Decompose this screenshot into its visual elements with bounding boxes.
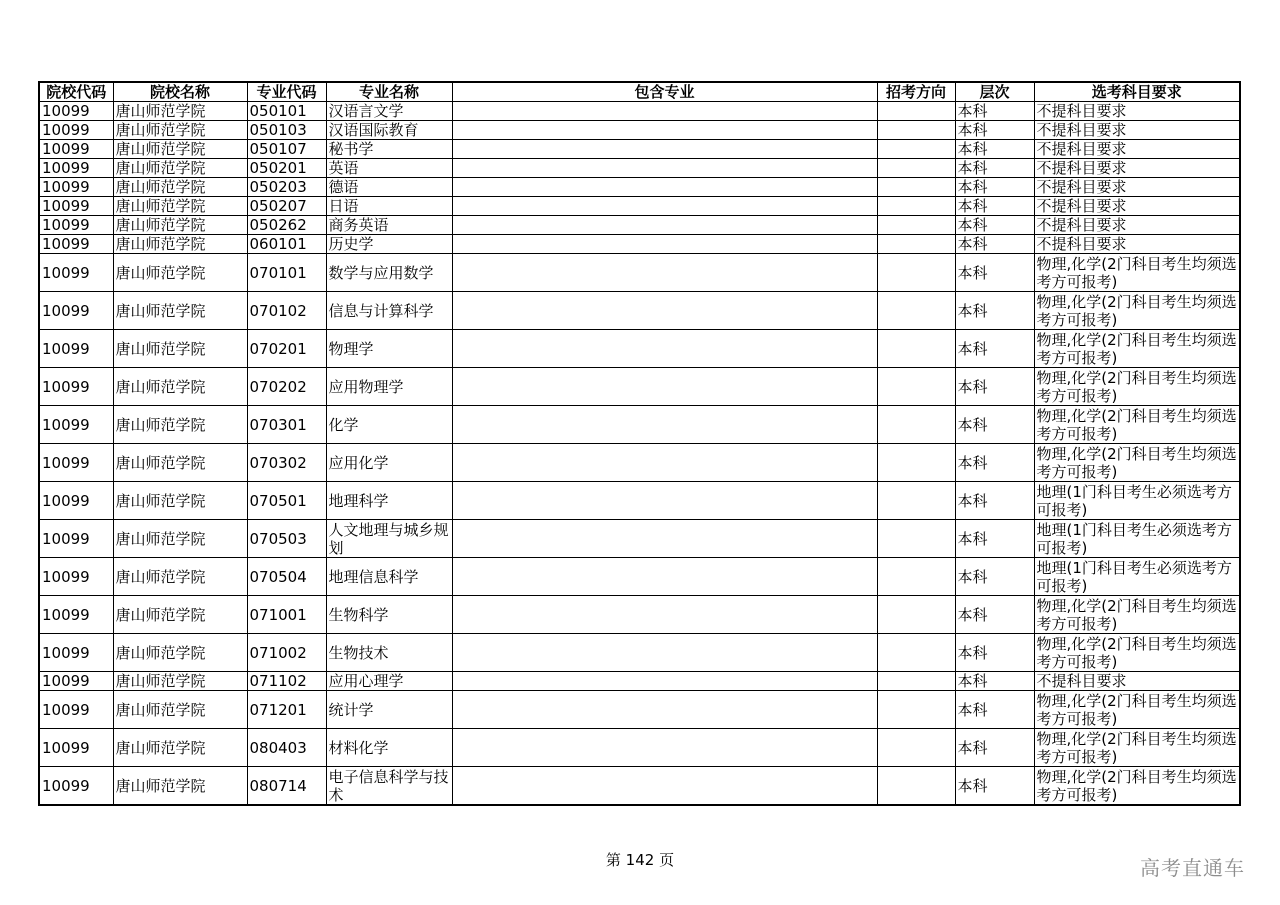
cell-major-name: 英语 <box>326 159 452 178</box>
cell-school-code: 10099 <box>39 159 113 178</box>
cell-major-code: 080403 <box>247 729 326 767</box>
cell-major-code: 070503 <box>247 520 326 558</box>
table-row <box>39 254 1240 292</box>
cell-major-code: 070504 <box>247 558 326 596</box>
cell-school-name: 唐山师范学院 <box>113 254 247 292</box>
cell-direction <box>877 216 955 235</box>
cell-level: 本科 <box>955 406 1034 444</box>
cell-requirement: 不提科目要求 <box>1034 102 1240 121</box>
cell-requirement: 不提科目要求 <box>1034 121 1240 140</box>
admissions-table <box>38 81 1241 806</box>
cell-includes <box>452 178 877 197</box>
cell-school-name: 唐山师范学院 <box>113 121 247 140</box>
cell-school-code: 10099 <box>39 558 113 596</box>
cell-major-name: 生物科学 <box>326 596 452 634</box>
cell-major-name: 应用心理学 <box>326 672 452 691</box>
cell-requirement: 物理,化学(2门科目考生均须选考方可报考) <box>1034 596 1240 634</box>
table-row <box>39 596 1240 634</box>
cell-requirement: 物理,化学(2门科目考生均须选考方可报考) <box>1034 368 1240 406</box>
cell-level: 本科 <box>955 235 1034 254</box>
table-row <box>39 444 1240 482</box>
cell-includes <box>452 102 877 121</box>
cell-major-name: 地理科学 <box>326 482 452 520</box>
cell-requirement: 地理(1门科目考生必须选考方可报考) <box>1034 558 1240 596</box>
cell-direction <box>877 235 955 254</box>
cell-major-code: 050103 <box>247 121 326 140</box>
cell-direction <box>877 330 955 368</box>
cell-direction <box>877 634 955 672</box>
cell-school-name: 唐山师范学院 <box>113 406 247 444</box>
cell-school-name: 唐山师范学院 <box>113 178 247 197</box>
table-row <box>39 672 1240 691</box>
cell-includes <box>452 254 877 292</box>
cell-major-code: 071201 <box>247 691 326 729</box>
cell-direction <box>877 140 955 159</box>
cell-includes <box>452 140 877 159</box>
cell-includes <box>452 121 877 140</box>
cell-includes <box>452 482 877 520</box>
cell-major-name: 材料化学 <box>326 729 452 767</box>
cell-requirement: 物理,化学(2门科目考生均须选考方可报考) <box>1034 634 1240 672</box>
cell-major-code: 070202 <box>247 368 326 406</box>
cell-major-code: 070302 <box>247 444 326 482</box>
table-row <box>39 102 1240 121</box>
cell-school-code: 10099 <box>39 406 113 444</box>
cell-direction <box>877 121 955 140</box>
cell-level: 本科 <box>955 767 1034 806</box>
table-row <box>39 368 1240 406</box>
cell-requirement: 物理,化学(2门科目考生均须选考方可报考) <box>1034 254 1240 292</box>
cell-school-name: 唐山师范学院 <box>113 102 247 121</box>
cell-direction <box>877 102 955 121</box>
cell-level: 本科 <box>955 520 1034 558</box>
cell-major-name: 地理信息科学 <box>326 558 452 596</box>
cell-includes <box>452 235 877 254</box>
cell-level: 本科 <box>955 254 1034 292</box>
table-row <box>39 729 1240 767</box>
cell-level: 本科 <box>955 691 1034 729</box>
cell-school-code: 10099 <box>39 444 113 482</box>
cell-level: 本科 <box>955 558 1034 596</box>
cell-school-name: 唐山师范学院 <box>113 159 247 178</box>
cell-school-name: 唐山师范学院 <box>113 235 247 254</box>
cell-direction <box>877 444 955 482</box>
cell-school-code: 10099 <box>39 368 113 406</box>
cell-major-name: 汉语言文学 <box>326 102 452 121</box>
cell-school-code: 10099 <box>39 596 113 634</box>
cell-school-name: 唐山师范学院 <box>113 482 247 520</box>
cell-direction <box>877 482 955 520</box>
cell-level: 本科 <box>955 197 1034 216</box>
table-row <box>39 121 1240 140</box>
cell-major-name: 统计学 <box>326 691 452 729</box>
cell-major-name: 化学 <box>326 406 452 444</box>
cell-level: 本科 <box>955 729 1034 767</box>
cell-school-code: 10099 <box>39 729 113 767</box>
cell-level: 本科 <box>955 159 1034 178</box>
cell-includes <box>452 520 877 558</box>
cell-requirement: 物理,化学(2门科目考生均须选考方可报考) <box>1034 691 1240 729</box>
table-row <box>39 406 1240 444</box>
col-header-requirement: 选考科目要求 <box>1034 82 1240 102</box>
cell-school-code: 10099 <box>39 292 113 330</box>
col-header-includes: 包含专业 <box>452 82 877 102</box>
cell-school-name: 唐山师范学院 <box>113 444 247 482</box>
cell-direction <box>877 254 955 292</box>
cell-major-code: 050107 <box>247 140 326 159</box>
cell-requirement: 不提科目要求 <box>1034 178 1240 197</box>
cell-school-name: 唐山师范学院 <box>113 330 247 368</box>
cell-level: 本科 <box>955 368 1034 406</box>
col-header-direction: 招考方向 <box>877 82 955 102</box>
cell-major-code: 070102 <box>247 292 326 330</box>
cell-major-code: 050262 <box>247 216 326 235</box>
cell-major-name: 汉语国际教育 <box>326 121 452 140</box>
cell-requirement: 不提科目要求 <box>1034 216 1240 235</box>
col-header-school-name: 院校名称 <box>113 82 247 102</box>
cell-school-code: 10099 <box>39 216 113 235</box>
cell-direction <box>877 558 955 596</box>
cell-level: 本科 <box>955 444 1034 482</box>
cell-school-name: 唐山师范学院 <box>113 691 247 729</box>
cell-school-code: 10099 <box>39 102 113 121</box>
table-row <box>39 178 1240 197</box>
cell-requirement: 物理,化学(2门科目考生均须选考方可报考) <box>1034 330 1240 368</box>
cell-major-code: 070201 <box>247 330 326 368</box>
cell-school-code: 10099 <box>39 691 113 729</box>
table-row <box>39 558 1240 596</box>
cell-major-code: 050201 <box>247 159 326 178</box>
cell-includes <box>452 767 877 806</box>
cell-major-code: 070501 <box>247 482 326 520</box>
cell-school-name: 唐山师范学院 <box>113 197 247 216</box>
cell-direction <box>877 672 955 691</box>
table-row <box>39 482 1240 520</box>
cell-includes <box>452 691 877 729</box>
cell-direction <box>877 197 955 216</box>
cell-school-code: 10099 <box>39 140 113 159</box>
cell-direction <box>877 292 955 330</box>
cell-school-name: 唐山师范学院 <box>113 558 247 596</box>
cell-includes <box>452 216 877 235</box>
cell-major-code: 070101 <box>247 254 326 292</box>
cell-school-code: 10099 <box>39 121 113 140</box>
cell-major-name: 应用物理学 <box>326 368 452 406</box>
cell-direction <box>877 178 955 197</box>
cell-includes <box>452 159 877 178</box>
cell-school-name: 唐山师范学院 <box>113 729 247 767</box>
cell-level: 本科 <box>955 140 1034 159</box>
cell-major-code: 070301 <box>247 406 326 444</box>
cell-includes <box>452 672 877 691</box>
cell-includes <box>452 406 877 444</box>
cell-requirement: 不提科目要求 <box>1034 235 1240 254</box>
col-header-major-code: 专业代码 <box>247 82 326 102</box>
cell-school-code: 10099 <box>39 330 113 368</box>
col-header-school-code: 院校代码 <box>39 82 113 102</box>
cell-major-code: 071001 <box>247 596 326 634</box>
page-number: 第 142 页 <box>605 851 675 869</box>
table-row <box>39 140 1240 159</box>
cell-direction <box>877 691 955 729</box>
cell-includes <box>452 368 877 406</box>
cell-major-name: 商务英语 <box>326 216 452 235</box>
cell-major-name: 人文地理与城乡规划 <box>326 520 452 558</box>
cell-requirement: 物理,化学(2门科目考生均须选考方可报考) <box>1034 767 1240 806</box>
cell-includes <box>452 596 877 634</box>
cell-requirement: 物理,化学(2门科目考生均须选考方可报考) <box>1034 292 1240 330</box>
cell-major-name: 数学与应用数学 <box>326 254 452 292</box>
cell-school-code: 10099 <box>39 634 113 672</box>
cell-requirement: 地理(1门科目考生必须选考方可报考) <box>1034 520 1240 558</box>
cell-level: 本科 <box>955 178 1034 197</box>
cell-requirement: 不提科目要求 <box>1034 140 1240 159</box>
cell-requirement: 地理(1门科目考生必须选考方可报考) <box>1034 482 1240 520</box>
cell-requirement: 物理,化学(2门科目考生均须选考方可报考) <box>1034 729 1240 767</box>
watermark-logo: 高考直通车 <box>1140 856 1245 880</box>
table-row <box>39 292 1240 330</box>
cell-includes <box>452 292 877 330</box>
cell-includes <box>452 729 877 767</box>
cell-major-name: 信息与计算科学 <box>326 292 452 330</box>
cell-requirement: 物理,化学(2门科目考生均须选考方可报考) <box>1034 406 1240 444</box>
table-row <box>39 159 1240 178</box>
cell-school-name: 唐山师范学院 <box>113 292 247 330</box>
cell-major-name: 生物技术 <box>326 634 452 672</box>
cell-direction <box>877 596 955 634</box>
cell-school-name: 唐山师范学院 <box>113 368 247 406</box>
cell-direction <box>877 159 955 178</box>
table-row <box>39 197 1240 216</box>
table-row <box>39 520 1240 558</box>
table-row <box>39 330 1240 368</box>
cell-level: 本科 <box>955 634 1034 672</box>
cell-school-code: 10099 <box>39 482 113 520</box>
cell-major-name: 电子信息科学与技术 <box>326 767 452 806</box>
col-header-level: 层次 <box>955 82 1034 102</box>
cell-level: 本科 <box>955 121 1034 140</box>
cell-level: 本科 <box>955 216 1034 235</box>
cell-major-code: 050203 <box>247 178 326 197</box>
cell-level: 本科 <box>955 102 1034 121</box>
cell-school-name: 唐山师范学院 <box>113 216 247 235</box>
cell-major-name: 物理学 <box>326 330 452 368</box>
cell-school-code: 10099 <box>39 178 113 197</box>
cell-major-name: 德语 <box>326 178 452 197</box>
cell-includes <box>452 558 877 596</box>
cell-school-code: 10099 <box>39 672 113 691</box>
table-row <box>39 235 1240 254</box>
cell-major-name: 应用化学 <box>326 444 452 482</box>
cell-level: 本科 <box>955 672 1034 691</box>
table-row <box>39 634 1240 672</box>
table-row <box>39 216 1240 235</box>
cell-school-name: 唐山师范学院 <box>113 672 247 691</box>
cell-includes <box>452 634 877 672</box>
cell-school-name: 唐山师范学院 <box>113 140 247 159</box>
cell-major-name: 秘书学 <box>326 140 452 159</box>
cell-direction <box>877 767 955 806</box>
table-row <box>39 691 1240 729</box>
cell-school-name: 唐山师范学院 <box>113 634 247 672</box>
cell-school-code: 10099 <box>39 197 113 216</box>
cell-major-code: 050101 <box>247 102 326 121</box>
cell-school-name: 唐山师范学院 <box>113 767 247 806</box>
cell-school-name: 唐山师范学院 <box>113 596 247 634</box>
cell-level: 本科 <box>955 292 1034 330</box>
cell-school-code: 10099 <box>39 767 113 806</box>
cell-includes <box>452 444 877 482</box>
cell-school-name: 唐山师范学院 <box>113 520 247 558</box>
cell-direction <box>877 520 955 558</box>
cell-requirement: 不提科目要求 <box>1034 672 1240 691</box>
cell-major-code: 060101 <box>247 235 326 254</box>
cell-direction <box>877 729 955 767</box>
cell-direction <box>877 406 955 444</box>
cell-requirement: 不提科目要求 <box>1034 197 1240 216</box>
cell-includes <box>452 330 877 368</box>
cell-major-name: 历史学 <box>326 235 452 254</box>
cell-major-code: 071102 <box>247 672 326 691</box>
cell-major-code: 050207 <box>247 197 326 216</box>
cell-school-code: 10099 <box>39 520 113 558</box>
cell-school-code: 10099 <box>39 235 113 254</box>
cell-major-code: 071002 <box>247 634 326 672</box>
cell-includes <box>452 197 877 216</box>
cell-major-name: 日语 <box>326 197 452 216</box>
cell-level: 本科 <box>955 330 1034 368</box>
cell-requirement: 不提科目要求 <box>1034 159 1240 178</box>
table-row <box>39 767 1240 806</box>
cell-level: 本科 <box>955 596 1034 634</box>
cell-direction <box>877 368 955 406</box>
cell-major-code: 080714 <box>247 767 326 806</box>
table-header-row <box>39 82 1240 102</box>
cell-level: 本科 <box>955 482 1034 520</box>
col-header-major-name: 专业名称 <box>326 82 452 102</box>
cell-school-code: 10099 <box>39 254 113 292</box>
cell-requirement: 物理,化学(2门科目考生均须选考方可报考) <box>1034 444 1240 482</box>
